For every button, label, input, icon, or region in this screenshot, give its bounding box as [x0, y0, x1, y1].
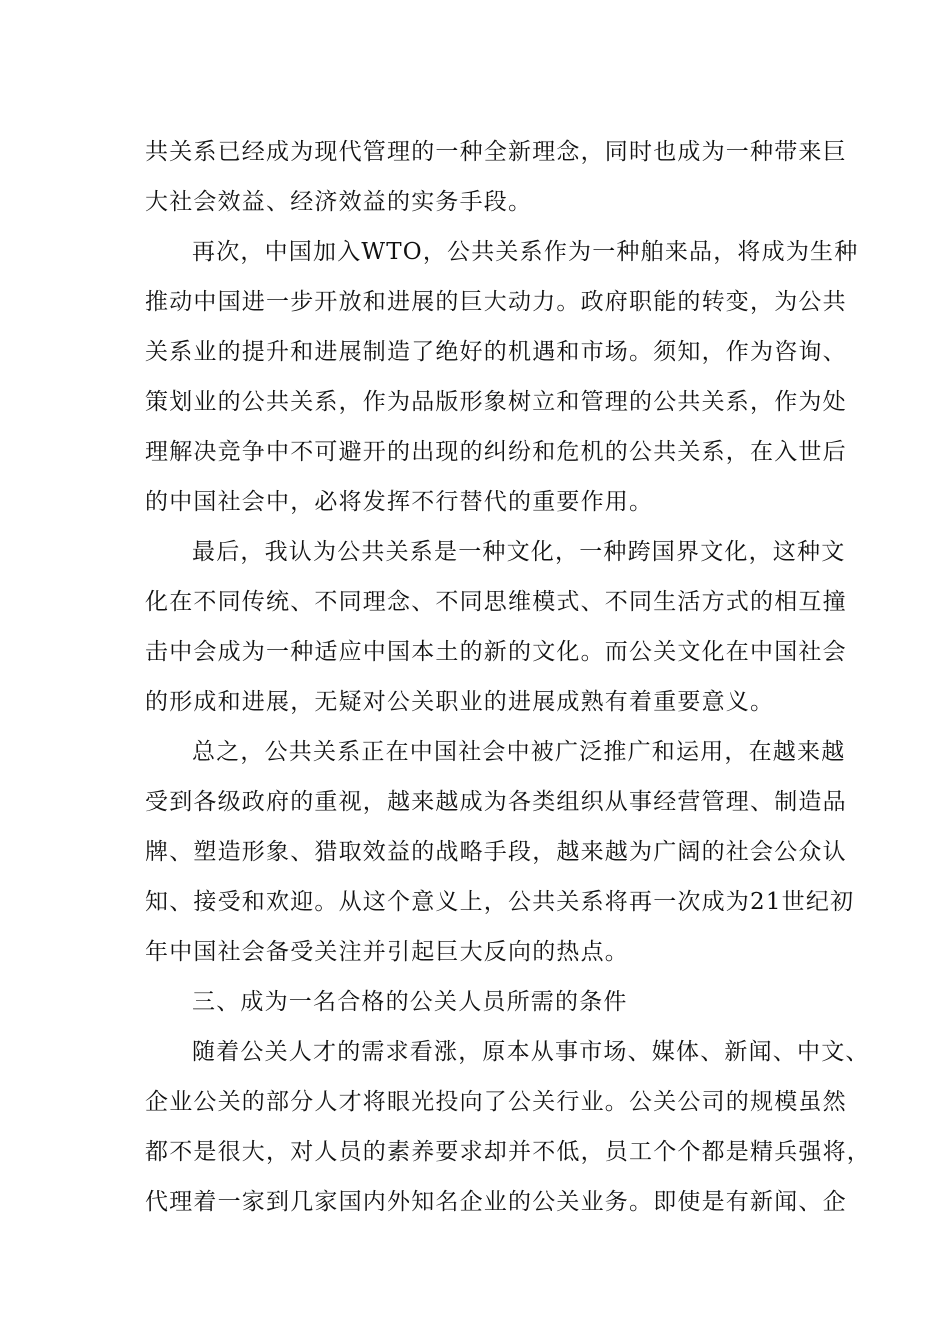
paragraph-start-line: 随着公关人才的需求看涨，原本从事市场、媒体、新闻、中文、 [192, 1039, 870, 1065]
text-line: 理解决竞争中不可避开的出现的纠纷和危机的公共关系，在入世后 [145, 439, 847, 465]
text-line: 牌、塑造形象、猎取效益的战略手段，越来越为广阔的社会公众认 [145, 839, 847, 865]
text-line: 大社会效益、经济效益的实务手段。 [145, 189, 533, 215]
section-heading: 三、成为一名合格的公关人员所需的条件 [192, 989, 628, 1015]
text-line: 化在不同传统、不同理念、不同思维模式、不同生活方式的相互撞 [145, 589, 847, 615]
text-line: 的中国社会中，必将发挥不行替代的重要作用。 [145, 489, 654, 515]
paragraph-start-line: 总之，公共关系正在中国社会中被广泛推广和运用，在越来越 [192, 739, 846, 765]
text-line: 击中会成为一种适应中国本土的新的文化。而公关文化在中国社会 [145, 639, 847, 665]
text-line: 年中国社会备受关注并引起巨大反向的热点。 [145, 939, 629, 965]
paragraph-start-line: 最后，我认为公共关系是一种文化，一种跨国界文化，这种文 [192, 539, 846, 565]
paragraph-start-line: 再次，中国加入WTO，公共关系作为一种舶来品，将成为生种 [192, 239, 859, 265]
text-line: 策划业的公共关系，作为品版形象树立和管理的公共关系，作为处 [145, 389, 847, 415]
text-line: 企业公关的部分人才将眼光投向了公关行业。公关公司的规模虽然 [145, 1089, 847, 1115]
text-line: 共关系已经成为现代管理的一种全新理念，同时也成为一种带来巨 [145, 139, 847, 165]
text-line: 受到各级政府的重视，越来越成为各类组织从事经营管理、制造品 [145, 789, 847, 815]
text-line: 推动中国进一步开放和进展的巨大动力。政府职能的转变，为公共 [145, 289, 847, 315]
text-line: 都不是很大，对人员的素养要求却并不低，员工个个都是精兵强将， [145, 1139, 871, 1165]
text-line: 知、接受和欢迎。从这个意义上，公共关系将再一次成为21世纪初 [145, 889, 855, 915]
text-line: 代理着一家到几家国内外知名企业的公关业务。即使是有新闻、企 [145, 1189, 847, 1215]
text-line: 关系业的提升和进展制造了绝好的机遇和市场。须知，作为咨询、 [145, 339, 847, 365]
text-line: 的形成和进展，无疑对公关职业的进展成熟有着重要意义。 [145, 689, 775, 715]
